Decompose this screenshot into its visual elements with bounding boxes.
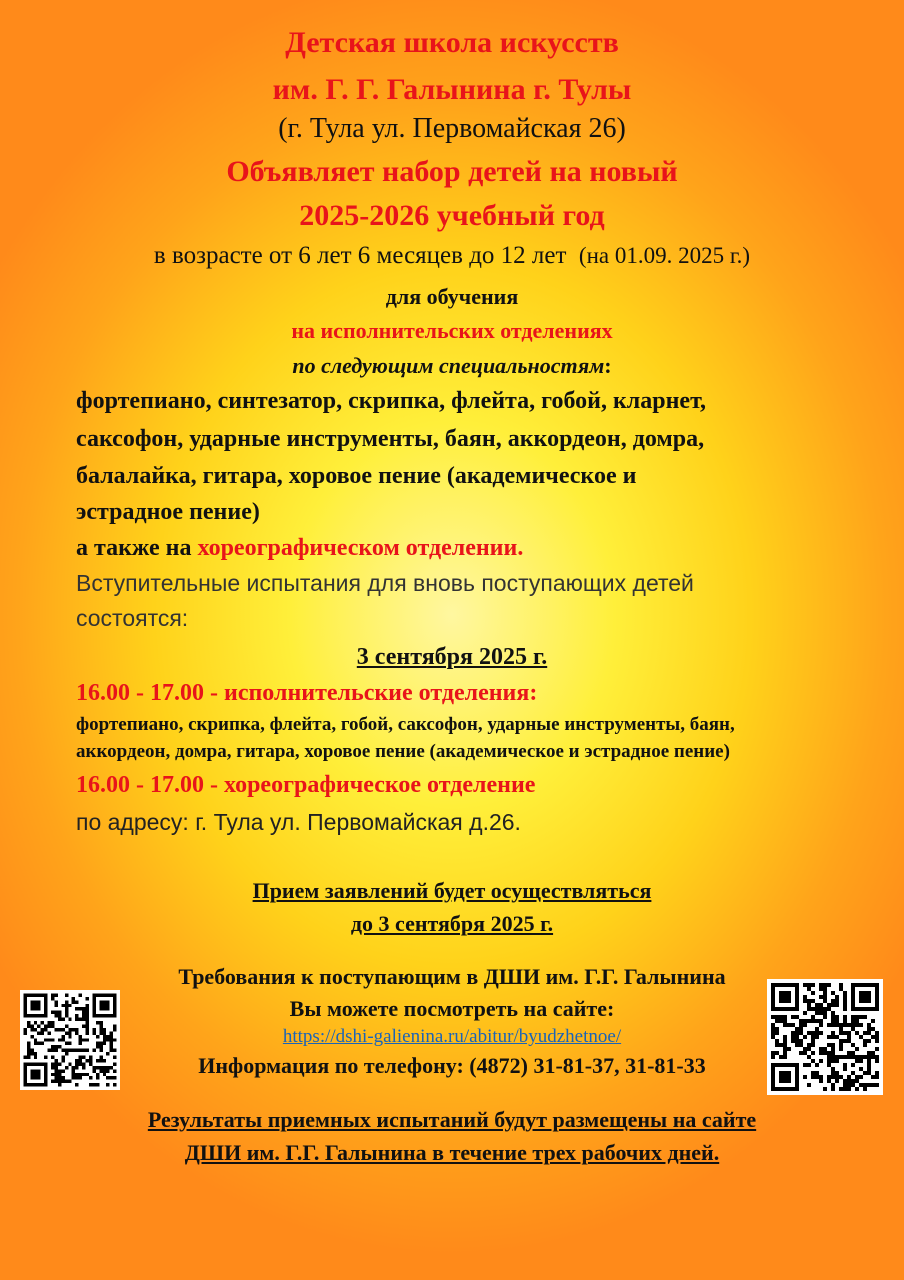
announcement-title: Объявляет набор детей на новый bbox=[226, 155, 678, 188]
choreography-department: хореографическом отделении. bbox=[197, 535, 524, 561]
academic-year: 2025-2026 учебный год bbox=[299, 199, 605, 232]
requirements-link[interactable]: https://dshi-galienina.ru/abitur/byudzhetnoe/ bbox=[282, 1026, 622, 1047]
for-study-label: для обучения bbox=[385, 284, 519, 309]
results-line-1: Результаты приемных испытаний будут размещены на сайте bbox=[147, 1107, 757, 1132]
requirements-line-2: Вы можете посмотреть на сайте: bbox=[289, 996, 615, 1021]
applications-line-1: Прием заявлений будет осуществляться bbox=[252, 878, 652, 903]
specialties-label bbox=[0, 353, 904, 379]
results-line-2: ДШИ им. Г.Г. Галынина в течение трех рабочих дней. bbox=[184, 1140, 720, 1165]
phone-info: Информация по телефону: (4872) 31-81-37, 31-81-33 bbox=[198, 1053, 706, 1078]
specialties-line-1: фортепиано, синтезатор, скрипка, флейта, гобой, кларнет, bbox=[76, 388, 707, 414]
specialties-line-2: саксофон, ударные инструменты, баян, аккордеон, домра, bbox=[76, 426, 705, 452]
exam-slot-performing: 16.00 - 17.00 - исполнительские отделения: bbox=[76, 680, 538, 706]
exam-intro-2: состоятся: bbox=[76, 605, 189, 631]
school-name: Детская школа искусств bbox=[285, 26, 619, 59]
exam-slot-performing-details-1: фортепиано, скрипка, флейта, гобой, саксофон, ударные инструменты, баян, bbox=[76, 714, 735, 735]
age-range-main: в возрасте от 6 лет 6 месяцев до 12 лет bbox=[153, 242, 567, 269]
exam-date: 3 сентября 2025 г. bbox=[356, 644, 548, 670]
departments-label: на исполнительских отделениях bbox=[291, 318, 613, 343]
specialties-colon: : bbox=[604, 353, 612, 378]
exam-slot-choreography: 16.00 - 17.00 - хореографическое отделение bbox=[76, 772, 536, 798]
age-range bbox=[0, 242, 904, 270]
exam-slot-performing-details-2: аккордеон, домра, гитара, хоровое пение (академическое и эстрадное пение) bbox=[76, 741, 730, 762]
exam-intro-1: Вступительные испытания для вновь поступающих детей bbox=[76, 570, 694, 596]
applications-line-2: до 3 сентября 2025 г. bbox=[350, 911, 554, 936]
choreography-line bbox=[76, 535, 856, 562]
qr-code-right-icon[interactable] bbox=[767, 979, 883, 1095]
specialties-line-4: эстрадное пение) bbox=[76, 499, 260, 525]
school-address: (г. Тула ул. Первомайская 26) bbox=[278, 113, 626, 144]
school-name-sub: им. Г. Г. Галынина г. Тулы bbox=[272, 73, 632, 106]
specialties-line-3: балалайка, гитара, хоровое пение (академическое и bbox=[76, 463, 637, 489]
choreography-prefix: а также на bbox=[76, 535, 198, 561]
specialties-text: по следующим специальностям bbox=[292, 353, 605, 378]
qr-code-left-icon[interactable] bbox=[20, 990, 120, 1090]
age-range-date: (на 01.09. 2025 г.) bbox=[578, 243, 751, 268]
exam-address: по адресу: г. Тула ул. Первомайская д.26. bbox=[76, 809, 521, 835]
requirements-line-1: Требования к поступающим в ДШИ им. Г.Г. Галынина bbox=[178, 964, 726, 989]
